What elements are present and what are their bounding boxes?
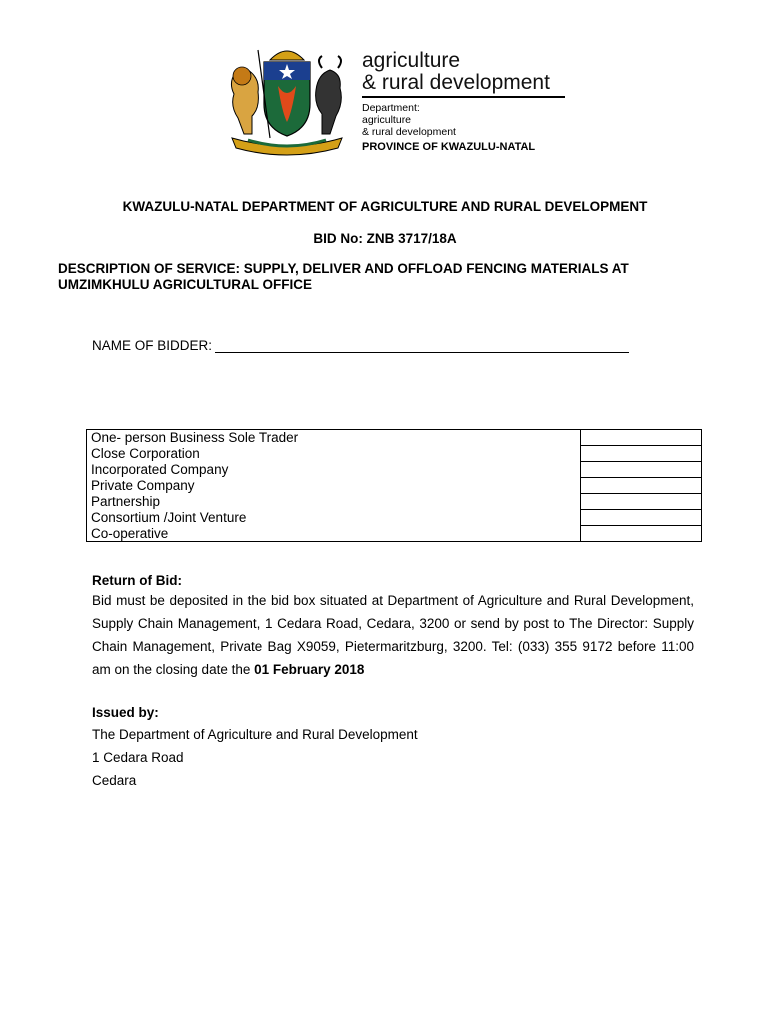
return-of-bid-body: Bid must be deposited in the bid box situated at Department of Agriculture and Rural Development, Supply Chain Management, 1 Cedara Road, Cedara, 3200 or send by post to The Director: Supply Chain Management, Private Bag X9059, Pietermaritzburg, 3200. Tel: (033) 355 9172 before 11:00 am on the closing date the bbox=[92, 593, 694, 677]
province-label: PROVINCE OF KWAZULU-NATAL bbox=[362, 141, 536, 153]
business-type-checkbox[interactable] bbox=[581, 478, 702, 494]
business-type-checkbox[interactable] bbox=[581, 446, 702, 462]
name-of-bidder-row bbox=[92, 338, 629, 353]
business-type-label: Consortium /Joint Venture bbox=[87, 510, 581, 526]
table-row bbox=[87, 510, 702, 526]
name-of-bidder-label: NAME OF BIDDER: bbox=[92, 338, 213, 353]
business-type-label: Partnership bbox=[87, 494, 581, 510]
name-of-bidder-field[interactable] bbox=[215, 338, 629, 353]
issued-by-title: Issued by: bbox=[92, 705, 159, 720]
table-row bbox=[87, 446, 702, 462]
business-type-label: Private Company bbox=[87, 478, 581, 494]
business-type-label: One- person Business Sole Trader bbox=[87, 430, 581, 446]
table-row bbox=[87, 494, 702, 510]
brand-line-2: & rural development bbox=[362, 71, 550, 94]
dept-line-1: Department: bbox=[362, 102, 420, 114]
dept-line-2: agriculture bbox=[362, 114, 412, 126]
business-type-table bbox=[86, 429, 702, 542]
business-type-label: Co-operative bbox=[87, 526, 581, 542]
brand-divider bbox=[362, 96, 565, 98]
business-type-checkbox[interactable] bbox=[581, 494, 702, 510]
business-type-checkbox[interactable] bbox=[581, 430, 702, 446]
return-of-bid-section bbox=[92, 573, 694, 681]
return-of-bid-text bbox=[92, 589, 694, 681]
document-title: KWAZULU-NATAL DEPARTMENT OF AGRICULTURE AND RURAL DEVELOPMENT bbox=[122, 199, 648, 214]
department-brand bbox=[362, 50, 565, 154]
return-of-bid-title: Return of Bid: bbox=[92, 573, 182, 588]
brand-line-1: agriculture bbox=[362, 49, 461, 72]
table-row bbox=[87, 462, 702, 478]
business-type-checkbox[interactable] bbox=[581, 526, 702, 542]
issued-by-section bbox=[92, 705, 694, 792]
table-row bbox=[87, 478, 702, 494]
issued-by-line-1: The Department of Agriculture and Rural Development bbox=[92, 727, 418, 742]
dept-line-3: & rural development bbox=[362, 126, 456, 138]
business-type-checkbox[interactable] bbox=[581, 462, 702, 478]
issued-by-line-3: Cedara bbox=[92, 773, 137, 788]
bid-number: BID No: ZNB 3717/18A bbox=[313, 231, 457, 246]
business-type-checkbox[interactable] bbox=[581, 510, 702, 526]
closing-date: 01 February 2018 bbox=[254, 662, 365, 677]
table-row bbox=[87, 430, 702, 446]
service-description: DESCRIPTION OF SERVICE: SUPPLY, DELIVER AND OFFLOAD FENCING MATERIALS AT UMZIMKHULU AGRICULTURAL OFFICE bbox=[58, 261, 629, 292]
table-row bbox=[87, 526, 702, 542]
kwazulu-natal-coat-of-arms-icon bbox=[218, 42, 356, 160]
business-type-label: Close Corporation bbox=[87, 446, 581, 462]
business-type-label: Incorporated Company bbox=[87, 462, 581, 478]
issued-by-line-2: 1 Cedara Road bbox=[92, 750, 184, 765]
